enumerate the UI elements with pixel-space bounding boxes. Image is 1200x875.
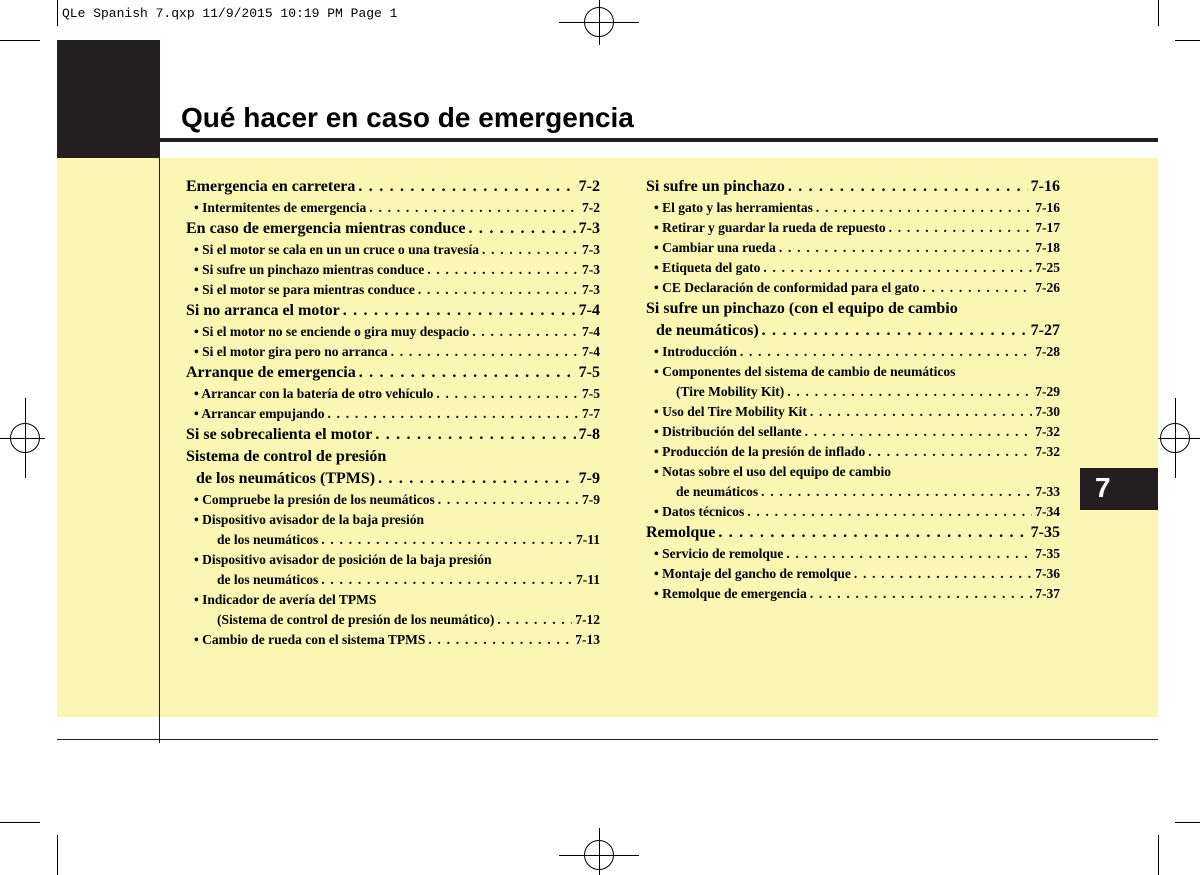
dot-leader <box>482 240 579 260</box>
toc-subentry[interactable] <box>186 322 600 342</box>
toc-entry-page: 7-13 <box>575 632 600 647</box>
dot-leader <box>472 322 579 342</box>
toc-entry-page: 7-26 <box>1035 280 1060 295</box>
dot-leader <box>428 630 572 650</box>
toc-subentry[interactable] <box>646 198 1060 218</box>
toc-entry-page: 7-16 <box>1030 178 1060 195</box>
toc-entry-title: • Intermitentes de emergencia <box>194 200 367 215</box>
toc-subentry[interactable] <box>186 280 600 300</box>
crop-mark <box>1175 822 1200 823</box>
toc-entry[interactable] <box>186 176 600 198</box>
toc-entry-page: 7-35 <box>1030 524 1060 541</box>
toc-entry-page: 7-8 <box>578 426 600 443</box>
toc-subentry[interactable] <box>186 260 600 280</box>
toc-entry-page: 7-25 <box>1035 260 1060 275</box>
crop-mark <box>57 835 58 875</box>
toc-subentry[interactable] <box>646 238 1060 258</box>
toc-entry-page: 7-7 <box>582 406 600 421</box>
toc-entry-page: 7-28 <box>1035 344 1060 359</box>
toc-entry-title: de los neumáticos <box>217 572 319 587</box>
toc-entry-title: de neumáticos) <box>656 322 759 339</box>
toc-subentry[interactable] <box>646 258 1060 278</box>
toc-entry-page: 7-32 <box>1035 444 1060 459</box>
dot-leader <box>854 564 1032 584</box>
toc-entry-title: • Introducción <box>654 344 737 359</box>
toc-entry-page: 7-4 <box>578 302 600 319</box>
toc-subentry[interactable] <box>646 564 1060 584</box>
crop-mark <box>1158 835 1159 875</box>
toc-subentry[interactable] <box>186 610 600 630</box>
toc-entry-page: 7-5 <box>578 364 600 381</box>
dot-leader <box>922 278 1032 298</box>
toc-entry-page: 7-4 <box>582 324 600 339</box>
toc-subentry[interactable] <box>186 198 600 218</box>
toc-entry-title: • Uso del Tire Mobility Kit <box>654 404 807 419</box>
toc-entry-title[interactable]: Sistema de control de presión <box>186 448 387 465</box>
toc-entry-page: 7-30 <box>1035 404 1060 419</box>
toc-subentry[interactable] <box>186 630 600 650</box>
toc-entry-page: 7-5 <box>582 386 600 401</box>
toc-entry-title: Si sufre un pinchazo <box>646 178 785 195</box>
toc-entry-page: 7-11 <box>575 572 600 587</box>
dot-leader <box>810 402 1032 422</box>
toc-entry-title: • Remolque de emergencia <box>654 586 807 601</box>
toc-entry-page: 7-11 <box>575 532 600 547</box>
toc-entry-title[interactable]: Si sufre un pinchazo (con el equipo de cambio <box>646 300 958 317</box>
toc-entry-title: • Arrancar empujando <box>194 406 325 421</box>
toc-entry-title: • Datos técnicos <box>654 504 745 519</box>
dot-leader <box>762 320 1028 342</box>
toc-subentry[interactable] <box>186 240 600 260</box>
toc-entry-page: 7-2 <box>578 178 600 195</box>
toc-entry-title: • Retirar y guardar la rueda de repuesto <box>654 220 886 235</box>
margin-rule <box>159 158 160 743</box>
toc-entry-page: 7-27 <box>1030 322 1060 339</box>
toc-subentry[interactable] <box>186 490 600 510</box>
toc-entry-title: En caso de emergencia mientras conduce <box>186 220 466 237</box>
toc-entry-page: 7-37 <box>1035 586 1060 601</box>
dot-leader <box>889 218 1033 238</box>
dot-leader <box>810 584 1032 604</box>
toc-subentry-title[interactable]: • Notas sobre el uso del equipo de cambio <box>654 464 891 479</box>
crop-mark <box>0 40 40 41</box>
toc-entry-title: • Si sufre un pinchazo mientras conduce <box>194 262 425 277</box>
toc-entry-title: • Si el motor se para mientras conduce <box>194 282 415 297</box>
toc-entry-page: 7-36 <box>1035 566 1060 581</box>
toc-subentry[interactable] <box>646 544 1060 564</box>
toc-entry-page: 7-17 <box>1035 220 1060 235</box>
dot-leader <box>438 490 579 510</box>
dot-leader <box>378 468 576 490</box>
title-rule <box>160 138 1158 142</box>
toc-subentry[interactable] <box>646 278 1060 298</box>
toc-entry-page: 7-9 <box>582 492 600 507</box>
toc-subentry[interactable] <box>646 482 1060 502</box>
toc-entry-title: • Cambio de rueda con el sistema TPMS <box>194 632 426 647</box>
toc-entry-title: • CE Declaración de conformidad para el gato <box>654 280 920 295</box>
chapter-number: 7 <box>1095 472 1111 503</box>
toc-column-right <box>646 176 1060 604</box>
dot-leader <box>788 176 1028 198</box>
dot-leader <box>779 238 1032 258</box>
dot-leader <box>816 198 1032 218</box>
dot-leader <box>427 260 579 280</box>
dot-leader <box>327 404 579 424</box>
toc-subentry[interactable] <box>186 570 600 590</box>
toc-entry-title: • Cambiar una rueda <box>654 240 776 255</box>
toc-subentry-title[interactable]: • Indicador de avería del TPMS <box>194 592 377 607</box>
toc-entry-title: • Producción de la presión de inflado <box>654 444 866 459</box>
crop-mark <box>57 0 58 26</box>
toc-column-left <box>186 176 600 650</box>
toc-subentry[interactable] <box>646 342 1060 362</box>
toc-entry[interactable] <box>646 176 1060 198</box>
dot-leader <box>369 198 579 218</box>
toc-entry-title: • Compruebe la presión de los neumáticos <box>194 492 435 507</box>
crop-mark <box>1175 40 1200 41</box>
toc-entry-title: • Arrancar con la batería de otro vehículo <box>194 386 434 401</box>
toc-entry-page: 7-12 <box>575 612 600 627</box>
dot-leader <box>718 522 1027 544</box>
toc-entry-title: • El gato y las herramientas <box>654 200 813 215</box>
toc-entry-page: 7-32 <box>1035 424 1060 439</box>
dot-leader <box>418 280 579 300</box>
toc-entry-page: 7-18 <box>1035 240 1060 255</box>
toc-subentry[interactable] <box>186 342 600 362</box>
toc-entry[interactable] <box>186 362 600 384</box>
toc-subentry[interactable] <box>646 218 1060 238</box>
toc-entry-page: 7-3 <box>578 220 600 237</box>
toc-entry[interactable] <box>646 320 1060 342</box>
toc-entry-page: 7-4 <box>582 344 600 359</box>
toc-entry-title: (Tire Mobility Kit) <box>676 384 785 399</box>
toc-entry-page: 7-9 <box>578 470 600 487</box>
toc-entry-page: 7-34 <box>1035 504 1060 519</box>
toc-subentry-title[interactable]: • Componentes del sistema de cambio de neumáticos <box>654 364 956 379</box>
dot-leader <box>805 422 1033 442</box>
toc-entry-title: • Si el motor se cala en un un cruce o una travesía <box>194 242 479 257</box>
page-title: Qué hacer en caso de emergencia <box>181 102 634 133</box>
toc-entry-title: de los neumáticos (TPMS) <box>196 470 376 487</box>
dot-leader <box>436 384 579 404</box>
toc-entry-page: 7-35 <box>1035 546 1060 561</box>
toc-subentry[interactable] <box>646 502 1060 522</box>
print-slug: QLe Spanish 7.qxp 11/9/2015 10:19 PM Page 1 <box>62 6 398 21</box>
toc-subentry[interactable] <box>646 382 1060 402</box>
toc-entry-page: 7-29 <box>1035 384 1060 399</box>
dot-leader <box>740 342 1032 362</box>
toc-entry-page: 7-3 <box>582 282 600 297</box>
dot-leader <box>469 218 576 240</box>
footer-rule <box>57 739 1158 740</box>
toc-entry-title: Remolque <box>646 524 716 541</box>
toc-subentry[interactable] <box>646 402 1060 422</box>
toc-entry[interactable] <box>186 300 600 322</box>
toc-entry[interactable] <box>646 522 1060 544</box>
dot-leader <box>747 502 1032 522</box>
toc-entry[interactable] <box>186 218 600 240</box>
dot-leader <box>787 382 1032 402</box>
dot-leader <box>497 610 572 630</box>
dot-leader <box>763 258 1032 278</box>
crop-mark <box>0 822 40 823</box>
dot-leader <box>761 482 1032 502</box>
toc-entry[interactable] <box>186 468 600 490</box>
dot-leader <box>321 530 573 550</box>
toc-entry-title: • Servicio de remolque <box>654 546 784 561</box>
toc-entry-page: 7-16 <box>1035 200 1060 215</box>
dot-leader <box>375 424 575 446</box>
dot-leader <box>358 176 575 198</box>
crop-mark <box>1158 0 1159 26</box>
chapter-tab <box>1080 468 1158 510</box>
toc-subentry[interactable] <box>646 442 1060 462</box>
toc-subentry[interactable] <box>186 384 600 404</box>
dot-leader <box>343 300 576 322</box>
toc-entry-title: • Etiqueta del gato <box>654 260 761 275</box>
dot-leader <box>786 544 1032 564</box>
toc-subentry[interactable] <box>646 584 1060 604</box>
toc-entry-page: 7-2 <box>582 200 600 215</box>
toc-entry-title: • Montaje del gancho de remolque <box>654 566 851 581</box>
toc-entry-page: 7-3 <box>582 262 600 277</box>
toc-entry[interactable] <box>186 424 600 446</box>
dot-leader <box>391 342 579 362</box>
toc-entry-title: (Sistema de control de presión de los neumático) <box>217 612 495 627</box>
toc-entry-page: 7-3 <box>582 242 600 257</box>
toc-entry-title: • Distribución del sellante <box>654 424 802 439</box>
header-block <box>57 40 160 160</box>
toc-entry-title: Si se sobrecalienta el motor <box>186 426 373 443</box>
toc-entry-title: • Si el motor gira pero no arranca <box>194 344 388 359</box>
toc-subentry[interactable] <box>186 530 600 550</box>
toc-entry-title: Emergencia en carretera <box>186 178 356 195</box>
toc-subentry[interactable] <box>186 404 600 424</box>
toc-entry-title: de neumáticos <box>676 484 759 499</box>
toc-subentry[interactable] <box>646 422 1060 442</box>
toc-entry-title: Si no arranca el motor <box>186 302 340 319</box>
toc-entry-title: Arranque de emergencia <box>186 364 356 381</box>
dot-leader <box>359 362 576 384</box>
toc-entry-title: • Si el motor no se enciende o gira muy despacio <box>194 324 470 339</box>
toc-entry-title: de los neumáticos <box>217 532 319 547</box>
toc-entry-page: 7-33 <box>1035 484 1060 499</box>
toc-subentry-title[interactable]: • Dispositivo avisador de la baja presión <box>194 512 425 527</box>
dot-leader <box>868 442 1032 462</box>
toc-subentry-title[interactable]: • Dispositivo avisador de posición de la baja presión <box>194 552 492 567</box>
dot-leader <box>321 570 573 590</box>
